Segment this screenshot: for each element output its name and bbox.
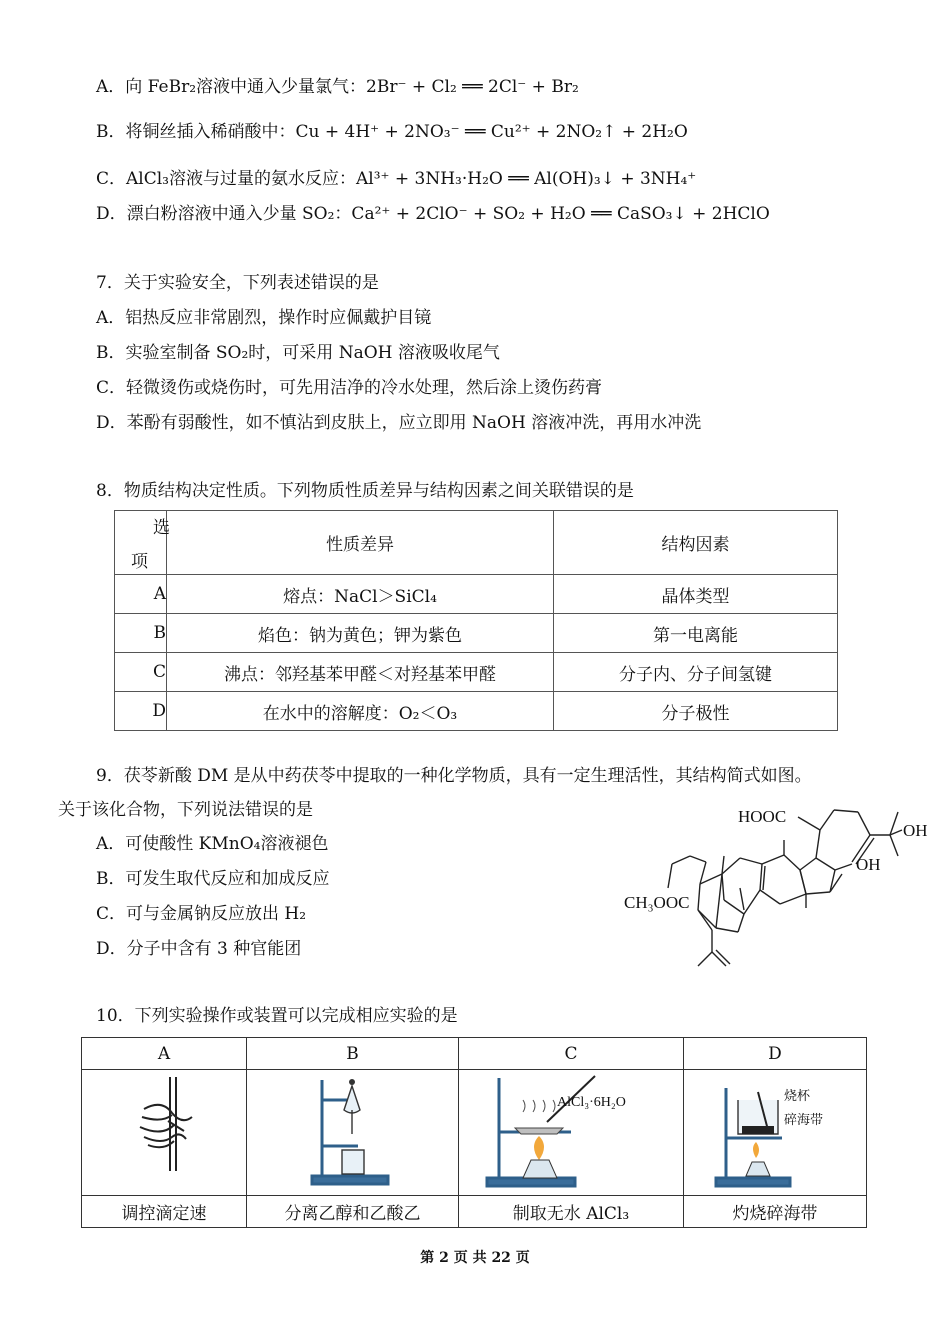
q8-row-b-factor: 第一电离能 <box>554 614 838 653</box>
q9-option-d: D．分子中含有 3 种官能团 <box>96 939 302 959</box>
q8-row-d-factor: 分子极性 <box>554 692 838 731</box>
q7-stem: 7．关于实验安全，下列表述错误的是 <box>96 273 379 293</box>
q8-row-d-option: D <box>115 692 167 731</box>
q9-option-a: A．可使酸性 KMnO₄溶液褪色 <box>96 834 329 854</box>
separatory-funnel-image <box>308 1072 398 1188</box>
structure-hooc-label: HOOC <box>738 807 787 826</box>
q9-structure-diagram <box>620 800 940 970</box>
q8-stem: 8．物质结构决定性质。下列物质性质差异与结构因素之间关联错误的是 <box>96 481 634 501</box>
q10-caption-a: 调控滴定速 <box>82 1196 247 1228</box>
q9-stem-line1: 9．茯苓新酸 DM 是从中药茯苓中提取的一种化学物质，具有一定生理活性，其结构简式如图。 <box>96 766 812 786</box>
q10-figure-b <box>247 1070 459 1196</box>
q7-option-b: B．实验室制备 SO₂时，可采用 NaOH 溶液吸收尾气 <box>96 343 500 363</box>
structure-oh-label-1: OH <box>903 821 928 840</box>
q7-option-d: D．苯酚有弱酸性，如不慎沾到皮肤上，应立即用 NaOH 溶液冲洗，再用水冲洗 <box>96 413 702 433</box>
q8-row-a-option: A <box>115 575 167 614</box>
q8-row-c-property: 沸点：邻羟基苯甲醛＜对羟基苯甲醛 <box>167 653 554 692</box>
q8-header-option <box>115 511 170 575</box>
beaker-burning-image <box>710 1072 840 1188</box>
q10-caption-d: 灼烧碎海带 <box>684 1196 867 1228</box>
q8-header-option-bottom: 项 <box>131 552 148 572</box>
q8-row-b-option: B <box>115 614 167 653</box>
q7-option-c: C．轻微烫伤或烧伤时，可先用洁净的冷水处理，然后涂上烫伤药膏 <box>96 378 603 398</box>
q10-caption-b: 分离乙醇和乙酸乙 <box>247 1196 459 1228</box>
alcl3-hydrate-label: AlCl₃·6H₂O <box>557 1095 626 1110</box>
q8-row-a-factor: 晶体类型 <box>554 575 838 614</box>
q8-row-b-property: 焰色：钠为黄色；钾为紫色 <box>167 614 554 653</box>
q6-option-a: A．向 FeBr₂溶液中通入少量氯气：2Br⁻ + Cl₂ ══ 2Cl⁻ + Br₂ <box>96 77 579 97</box>
q8-header-option-top: 选 <box>153 518 170 538</box>
q8-table <box>114 510 838 731</box>
structure-oh-label-2: OH <box>856 855 881 874</box>
q7-option-a: A．铝热反应非常剧烈，操作时应佩戴护目镜 <box>96 308 432 328</box>
q9-option-c: C．可与金属钠反应放出 H₂ <box>96 904 307 924</box>
heating-apparatus-image <box>471 1072 671 1188</box>
burette-hand-image <box>104 1075 224 1185</box>
q10-figure-c <box>459 1070 684 1196</box>
q10-stem: 10．下列实验操作或装置可以完成相应实验的是 <box>96 1006 458 1026</box>
q10-head-d: D <box>684 1038 867 1070</box>
q8-header-property: 性质差异 <box>167 511 554 575</box>
q10-figure-d <box>684 1070 867 1196</box>
beaker-label: 烧杯 <box>784 1088 811 1103</box>
q10-head-b: B <box>247 1038 459 1070</box>
q6-option-c: C．AlCl₃溶液与过量的氨水反应：Al³⁺ + 3NH₃·H₂O ══ Al(OH)₃↓ + 3NH₄⁺ <box>96 169 697 189</box>
q8-row-a-property: 熔点：NaCl＞SiCl₄ <box>167 575 554 614</box>
q8-row-c-factor: 分子内、分子间氢键 <box>554 653 838 692</box>
q9-stem-line2: 关于该化合物，下列说法错误的是 <box>58 800 313 820</box>
seaweed-label: 碎海带 <box>784 1112 824 1127</box>
q9-option-b: B．可发生取代反应和加成反应 <box>96 869 330 889</box>
q10-caption-c: 制取无水 AlCl₃ <box>459 1196 684 1228</box>
q8-row-d-property: 在水中的溶解度：O₂＜O₃ <box>167 692 554 731</box>
q6-option-b: B．将铜丝插入稀硝酸中：Cu + 4H⁺ + 2NO₃⁻ ══ Cu²⁺ + 2NO₂↑ + 2H₂O <box>96 122 688 142</box>
structure-ester-label: CH₃OOC <box>624 893 690 912</box>
q10-figure-a <box>82 1070 247 1196</box>
q10-head-c: C <box>459 1038 684 1070</box>
q10-head-a: A <box>82 1038 247 1070</box>
q8-header-factor: 结构因素 <box>554 511 838 575</box>
q8-row-c-option: C <box>115 653 167 692</box>
q10-table <box>81 1037 867 1228</box>
page-footer: 第 2 页 共 22 页 <box>420 1250 530 1266</box>
q6-option-d: D．漂白粉溶液中通入少量 SO₂：Ca²⁺ + 2ClO⁻ + SO₂ + H₂O ══ CaSO₃↓ + 2HClO <box>96 204 770 224</box>
